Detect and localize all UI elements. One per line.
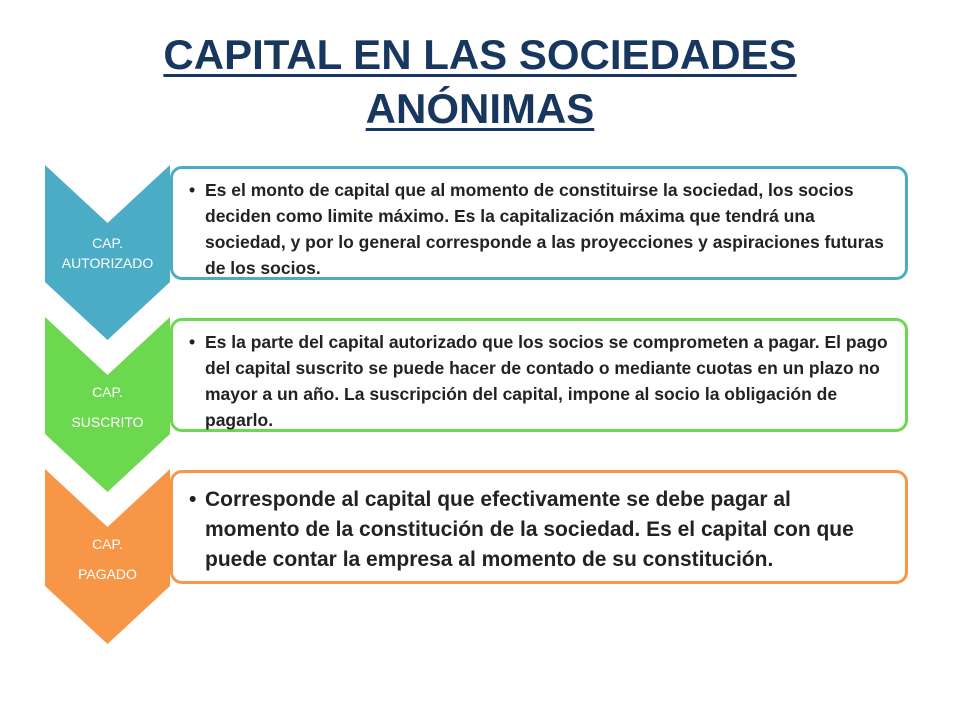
autorizado-description: • Es el monto de capital que al momento de constituirse la sociedad, los socios deciden como limite máximo. Es la capitalización máxima que tendrá una sociedad, y por lo general corresponde a las proyecciones y aspiraciones futuras de los socios. [205, 177, 891, 281]
autorizado-label-line-2: AUTORIZADO [61, 255, 154, 271]
pagado-label [45, 529, 170, 589]
pagado-label-line-2: PAGADO [78, 566, 137, 582]
pagado-description: • Corresponde al capital que efectivamente se debe pagar al momento de la constitución de la sociedad. Es el capital con que puede contar la empresa al momento de su constitución. [205, 485, 891, 575]
pagado-chevron [45, 469, 170, 644]
suscrito-description-box [170, 318, 908, 432]
suscrito-chevron [45, 317, 170, 492]
title-line-2: ANÓNIMAS [365, 85, 595, 132]
slide-title [0, 28, 960, 136]
suscrito-label-line-1: CAP. [92, 384, 123, 400]
autorizado-chevron [45, 165, 170, 340]
title-line-1: CAPITAL EN LAS SOCIEDADES [163, 31, 797, 78]
pagado-label-line-1: CAP. [92, 536, 123, 552]
autorizado-label-line-1: CAP. [92, 235, 123, 251]
suscrito-label [45, 377, 170, 437]
autorizado-label [45, 233, 170, 273]
suscrito-label-line-2: SUSCRITO [71, 414, 144, 430]
autorizado-description-box [170, 166, 908, 280]
pagado-description-box [170, 470, 908, 584]
suscrito-description: • Es la parte del capital autorizado que los socios se comprometen a pagar. El pago del capital suscrito se puede hacer de contado o mediante cuotas en un plazo no mayor a un año. La suscripción del capital, impone al socio la obligación de pagarlo. [205, 329, 891, 433]
